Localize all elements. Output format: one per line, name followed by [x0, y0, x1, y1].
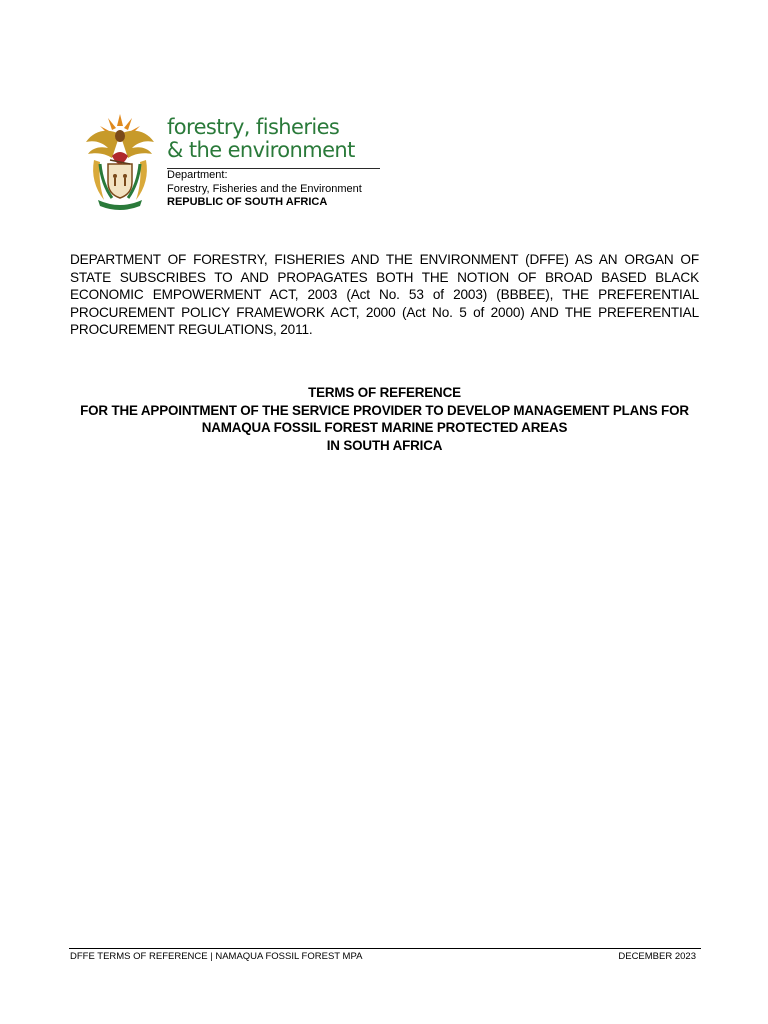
- footer-document-label: DFFE TERMS OF REFERENCE | NAMAQUA FOSSIL FOREST MPA: [70, 951, 363, 962]
- document-title: [70, 384, 699, 454]
- department-lines: [167, 169, 382, 210]
- intro-paragraph: DEPARTMENT OF FORESTRY, FISHERIES AND THE ENVIRONMENT (DFFE) AS AN ORGAN OF STATE SUBSCRIBES TO AND PROPAGATES BOTH THE NOTION OF BROAD BASED BLACK ECONOMIC EMPOWERMENT ACT, 2003 (Act No. 53 of 2003) (BBBEE), THE PREFERENTIAL PROCUREMENT POLICY FRAMEWORK ACT, 2000 (Act No. 5 of 2000) AND THE PREFERENTIAL PROCUREMENT REGULATIONS, 2011.: [70, 252, 699, 338]
- wordmark: [167, 116, 382, 162]
- wordmark-line-2: & the environment: [167, 138, 355, 162]
- department-name: Forestry, Fisheries and the Environment: [167, 182, 362, 195]
- title-line-2: FOR THE APPOINTMENT OF THE SERVICE PROVIDER TO DEVELOP MANAGEMENT PLANS FOR: [80, 402, 689, 418]
- department-label: Department:: [167, 169, 228, 181]
- footer-divider: [69, 948, 701, 949]
- south-africa-coat-of-arms-icon: [80, 112, 160, 212]
- department-logo: [80, 106, 385, 214]
- footer-date: DECEMBER 2023: [618, 951, 696, 962]
- country-name: REPUBLIC OF SOUTH AFRICA: [167, 196, 328, 208]
- wordmark-line-1: forestry, fisheries: [167, 115, 340, 139]
- title-line-1: TERMS OF REFERENCE: [308, 385, 461, 400]
- title-line-3: NAMAQUA FOSSIL FOREST MARINE PROTECTED AREAS: [201, 420, 568, 435]
- title-line-4: IN SOUTH AFRICA: [326, 437, 443, 453]
